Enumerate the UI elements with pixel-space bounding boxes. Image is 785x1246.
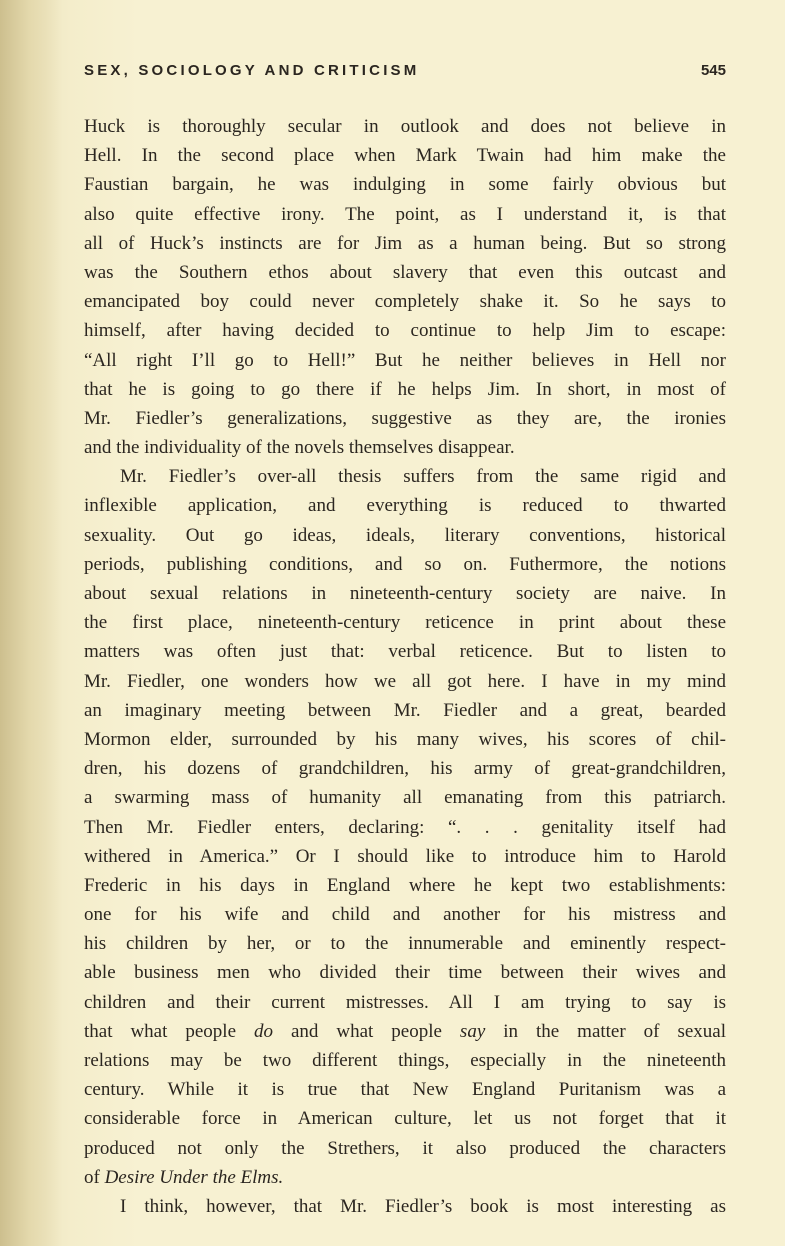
text-line: periods, publishing conditions, and so on. Futhermore, the notions: [84, 553, 726, 575]
text-line: was the Southern ethos about slavery that even this outcast and: [84, 261, 726, 283]
text-line: Mr. Fiedler’s over-all thesis suffers from the same rigid and: [120, 466, 726, 488]
text-line: about sexual relations in nineteenth-century society are naive. In: [84, 583, 726, 604]
page-number: 545: [700, 62, 726, 79]
text-line: emancipated boy could never completely shake it. So he says to: [84, 291, 726, 313]
text-line: an imaginary meeting between Mr. Fiedler and a great, bearded: [84, 699, 726, 721]
text-line: [84, 1163, 726, 1192]
italic-text: Desire Under the Elms.: [104, 1166, 284, 1188]
text-line: children and their current mistresses. All I am trying to say is: [84, 991, 726, 1013]
text-line: all of Huck’s instincts are for Jim as a human being. But so strong: [84, 232, 726, 254]
text-line: produced not only the Strethers, it also produced the characters: [84, 1137, 726, 1159]
text-line: Mr. Fiedler’s generalizations, suggestive as they are, the ironies: [84, 407, 726, 429]
text-line: Mormon elder, surrounded by his many wives, his scores of chil-: [84, 728, 726, 750]
text-line: relations may be two different things, especially in the nineteenth: [84, 1050, 726, 1071]
text-line: sexuality. Out go ideas, ideals, literary conventions, historical: [84, 524, 726, 546]
text-span: that what people: [84, 1020, 254, 1042]
running-head: SEX, SOCIOLOGY AND CRITICISM: [84, 62, 420, 79]
text-span: of: [84, 1166, 105, 1188]
text-line: his children by her, or to the innumerable and eminently respect-: [84, 933, 726, 955]
text-line: that he is going to go there if he helps Jim. In short, in most of: [84, 378, 726, 400]
text-line: a swarming mass of humanity all emanating from this patriarch.: [84, 787, 726, 809]
text-line: and the individuality of the novels themselves disappear.: [84, 437, 515, 459]
text-line: Frederic in his days in England where he kept two establishments:: [84, 874, 726, 896]
body-text: [84, 112, 726, 1221]
text-span: and what people: [273, 1020, 460, 1042]
text-line: “All right I’ll go to Hell!” But he neither believes in Hell nor: [84, 349, 726, 371]
text-span: in the matter of sexual: [485, 1020, 726, 1042]
text-line: also quite effective irony. The point, as I understand it, is that: [84, 203, 726, 225]
text-line: Mr. Fiedler, one wonders how we all got here. I have in my mind: [84, 670, 726, 692]
text-line: the first place, nineteenth-century reticence in print about these: [84, 612, 726, 634]
text-line: himself, after having decided to continue to help Jim to escape:: [84, 320, 726, 342]
text-line: Faustian bargain, he was indulging in some fairly obvious but: [84, 174, 726, 196]
page-header: [84, 62, 726, 86]
text-line: [84, 1017, 726, 1046]
text-line: withered in America.” Or I should like to introduce him to Harold: [84, 845, 726, 867]
text-line: able business men who divided their time between their wives and: [84, 962, 726, 984]
text-line: century. While it is true that New England Puritanism was a: [84, 1079, 726, 1101]
italic-text: do: [254, 1020, 273, 1042]
page-binding-shadow: [0, 0, 62, 1246]
text-line: inflexible application, and everything is reduced to thwarted: [84, 495, 726, 517]
text-line: Hell. In the second place when Mark Twain had him make the: [84, 145, 726, 167]
italic-text: say: [459, 1020, 486, 1042]
text-line: considerable force in American culture, let us not forget that it: [84, 1108, 726, 1130]
text-line: Huck is thoroughly secular in outlook and does not believe in: [84, 116, 726, 137]
text-line: dren, his dozens of grandchildren, his army of great-grandchildren,: [84, 758, 726, 780]
text-line: I think, however, that Mr. Fiedler’s book is most interesting as: [120, 1195, 726, 1217]
text-line: one for his wife and child and another for his mistress and: [84, 904, 726, 926]
text-line: matters was often just that: verbal reticence. But to listen to: [84, 641, 726, 663]
text-line: Then Mr. Fiedler enters, declaring: “. . . genitality itself had: [84, 816, 726, 838]
